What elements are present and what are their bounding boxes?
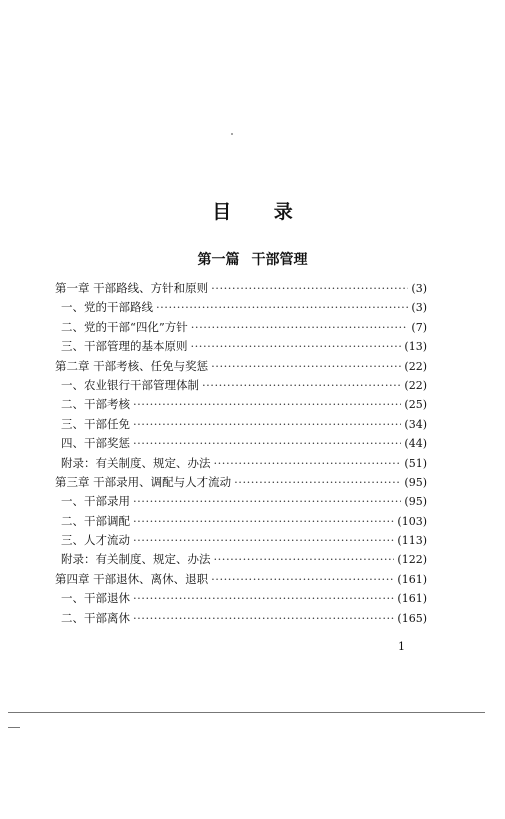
toc-entry-page: (51) <box>404 456 427 470</box>
toc-entry-label: 二、干部调配 <box>61 513 130 528</box>
toc-entry-page: (44) <box>404 437 427 451</box>
toc-entry-chapter <box>55 358 427 377</box>
toc-entry-label: 第一章 干部路线、方针和原则 <box>55 281 209 295</box>
toc-entry-section <box>55 590 427 609</box>
toc-entry-section <box>55 532 427 551</box>
toc-entry-label: 第二章 干部考核、任免与奖惩 <box>55 358 209 373</box>
dot-leader <box>211 359 401 373</box>
toc-entry-page: (95) <box>404 495 427 509</box>
part-number: 第一篇 <box>197 252 240 268</box>
dot-leader <box>133 494 401 508</box>
toc-entry-chapter <box>55 474 427 493</box>
toc-entry-label: 第三章 干部录用、调配与人才流动 <box>55 474 232 489</box>
toc-entry-section <box>55 396 427 415</box>
page-number: 1 <box>398 640 405 653</box>
dot-leader <box>214 456 402 470</box>
toc-entry-page: (3) <box>411 282 427 295</box>
dot-leader <box>191 339 402 353</box>
dot-leader <box>133 611 394 625</box>
toc-entry-page: (25) <box>404 398 427 412</box>
dot-leader <box>133 436 401 450</box>
toc-entry-page: (34) <box>404 417 427 431</box>
toc-entry-label: 附录：有关制度、规定、办法 <box>61 455 211 470</box>
toc-entry-label: 一、党的干部路线 <box>61 300 153 315</box>
toc-entry-section <box>55 416 427 435</box>
toc-entry-page: (103) <box>397 514 427 528</box>
dot-leader <box>133 397 401 411</box>
dot-leader <box>133 514 394 528</box>
toc-entry-page: (165) <box>397 611 427 625</box>
toc-entry-label: 三、干部管理的基本原则 <box>61 339 188 354</box>
dot-leader <box>133 417 401 431</box>
toc-entry-label: 一、干部退休 <box>61 591 130 606</box>
dot-leader <box>211 572 394 586</box>
toc-entry-page: (3) <box>411 301 427 315</box>
toc-entry-section <box>55 319 427 338</box>
toc-entry-chapter <box>55 571 427 590</box>
dot-leader <box>202 378 401 392</box>
toc-entry-page: (113) <box>397 534 427 548</box>
toc-entry-label: 附录：有关制度、规定、办法 <box>61 552 211 567</box>
toc-entry-page: (161) <box>397 592 427 606</box>
toc-entry-section <box>55 299 427 318</box>
toc-entry-section <box>55 513 427 532</box>
dot-leader <box>234 475 401 489</box>
toc-entry-page: (161) <box>397 572 427 586</box>
toc-entry-label: 二、党的干部“四化”方针 <box>61 319 188 334</box>
toc-entry-page: (122) <box>397 553 427 567</box>
part-title <box>0 249 505 269</box>
toc-entry-label: 第四章 干部退休、离休、退职 <box>55 571 209 586</box>
toc-entry-chapter <box>55 280 427 299</box>
page-title: 目 录 <box>212 201 311 223</box>
dot-leader <box>191 320 409 334</box>
toc-entry-label: 三、人才流动 <box>61 533 130 548</box>
dot-leader <box>133 591 394 605</box>
toc-entry-label: 四、干部奖惩 <box>61 436 130 451</box>
scan-rule <box>8 712 485 713</box>
toc-entry-label: 一、农业银行干部管理体制 <box>61 377 199 392</box>
toc-entry-section <box>55 610 427 629</box>
part-name: 干部管理 <box>251 252 308 268</box>
toc-entry-page: (22) <box>404 359 427 373</box>
toc-entry-appendix <box>55 455 427 474</box>
toc-entry-page: (95) <box>404 475 427 489</box>
toc-entry-section <box>55 338 427 357</box>
dot-leader <box>133 533 394 547</box>
toc-entry-section <box>55 377 427 396</box>
toc-entry-label: 二、干部离休 <box>61 610 130 625</box>
table-of-contents <box>55 280 427 629</box>
toc-entry-label: 一、干部录用 <box>61 494 130 509</box>
scan-rule-short <box>8 727 20 728</box>
dot-leader <box>214 552 395 566</box>
toc-entry-section <box>55 493 427 512</box>
toc-entry-appendix <box>55 551 427 570</box>
scan-speck <box>231 133 233 135</box>
toc-entry-label: 三、干部任免 <box>61 416 130 431</box>
toc-entry-page: (13) <box>404 340 427 354</box>
dot-leader <box>211 281 408 295</box>
toc-entry-page: (22) <box>404 378 427 392</box>
toc-entry-section <box>55 435 427 454</box>
toc-entry-label: 二、干部考核 <box>61 397 130 412</box>
dot-leader <box>156 300 408 314</box>
toc-entry-page: (7) <box>411 320 427 334</box>
